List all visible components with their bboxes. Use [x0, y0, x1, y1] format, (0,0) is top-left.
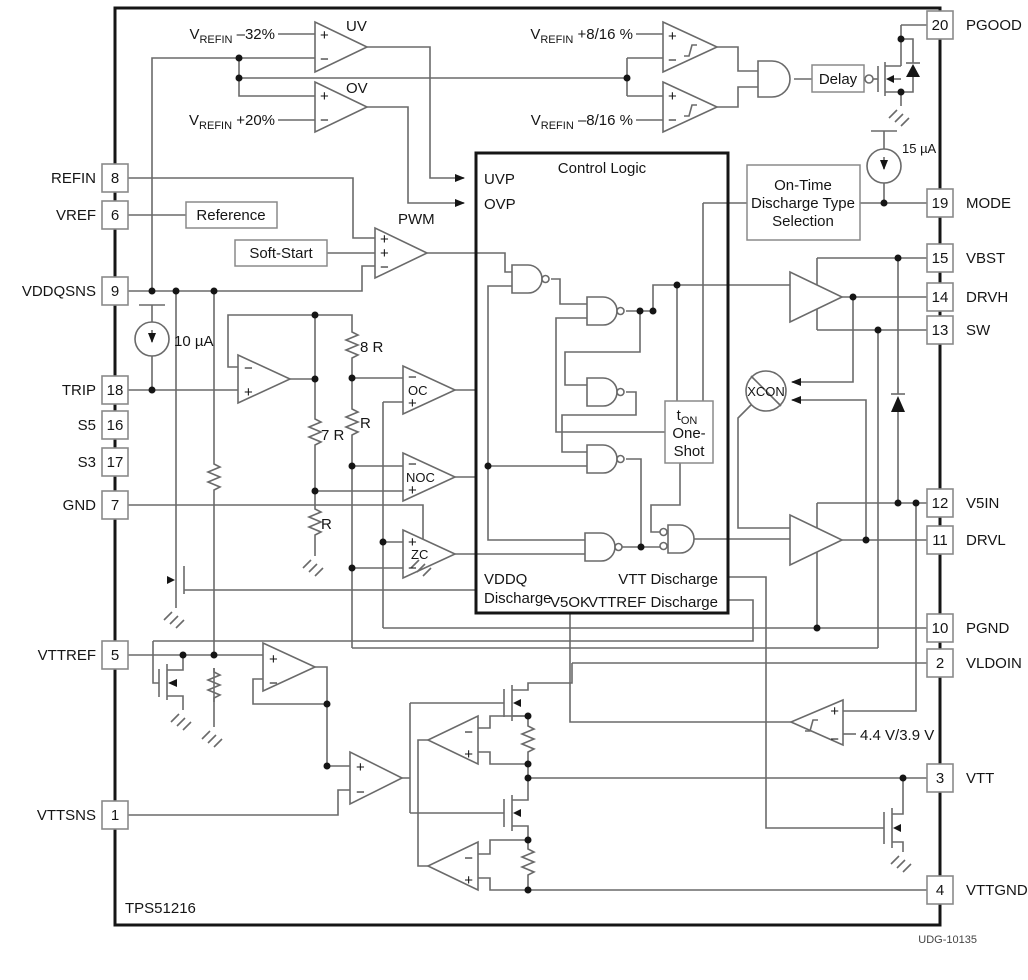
pin-trip: [62, 376, 128, 404]
on-time-label-2: Discharge Type: [751, 195, 855, 212]
vrefin-plus816-label: $V_{REFIN} +8/16$ %: [530, 26, 633, 46]
svg-text:−: −: [356, 784, 365, 801]
svg-text:VTTGND: VTTGND: [966, 882, 1028, 899]
svg-text:−: −: [269, 675, 278, 692]
svg-text:VBST: VBST: [966, 250, 1006, 267]
vddq-discharge-label-2: Discharge: [484, 590, 552, 607]
components: [135, 22, 920, 894]
svg-text:7: 7: [110, 497, 120, 514]
v5-threshold-label: 4.4 V/3.9 V: [860, 727, 935, 744]
svg-text:19: 19: [931, 195, 949, 212]
svg-text:VTT: VTT: [966, 770, 995, 787]
input-bubble: [660, 543, 667, 550]
vrefin-minus32-label: $V_{REFIN}$ –32%: [189, 26, 275, 46]
svg-text:PGND: PGND: [966, 620, 1010, 637]
svg-text:+: +: [464, 872, 473, 889]
pgood-body-diode: [906, 63, 920, 77]
svg-text:+: +: [380, 231, 389, 248]
svg-text:VDDQSNS: VDDQSNS: [21, 283, 96, 300]
pin-sw: [927, 316, 991, 344]
svg-text:6: 6: [110, 207, 120, 224]
svg-text:REFIN: REFIN: [51, 170, 96, 187]
noc-label: NOC: [406, 470, 435, 485]
svg-text:−: −: [408, 456, 417, 473]
svg-text:+: +: [830, 703, 839, 720]
svg-text:+: +: [380, 245, 389, 262]
xcon-label: XCON: [747, 384, 785, 399]
resistor-7r-label: 7 R: [321, 427, 345, 444]
bootstrap-diode: [891, 394, 905, 412]
ovp-label: OVP: [484, 196, 516, 213]
polarity-signs: [244, 27, 839, 889]
svg-text:9: 9: [110, 283, 120, 300]
vrefin-minus816-label: $V_{REFIN}$ –8/16 %: [530, 112, 633, 132]
svg-text:+: +: [408, 534, 417, 551]
svg-text:5: 5: [110, 647, 120, 664]
current-10ua-label: 10 µA: [174, 333, 214, 350]
and-gate: [758, 61, 790, 97]
current-15ua-label: 15 µA: [902, 141, 937, 156]
svg-text:17: 17: [106, 454, 124, 471]
svg-text:−: −: [668, 52, 677, 69]
drvl-and-gate: [668, 525, 694, 553]
control-logic-label: Control Logic: [557, 160, 647, 177]
svg-text:+: +: [668, 88, 677, 105]
wires: [128, 25, 927, 890]
svg-text:VLDOIN: VLDOIN: [966, 655, 1022, 672]
pin-drvh: [927, 283, 1008, 311]
pin-vbst: [927, 244, 1005, 272]
pgood-fet: [878, 62, 894, 96]
pin-vttgnd: [927, 876, 1028, 904]
on-time-label-1: On-Time: [774, 177, 832, 194]
svg-text:+: +: [356, 759, 365, 776]
svg-text:+: +: [269, 651, 278, 668]
reference-label: Reference: [196, 207, 266, 224]
svg-text:S3: S3: [77, 454, 96, 471]
svg-text:+: +: [668, 28, 677, 45]
svg-text:+: +: [320, 88, 329, 105]
svg-text:−: −: [668, 112, 677, 129]
drawing-id-label: UDG-10135: [918, 934, 977, 946]
high-side-driver: [790, 272, 842, 322]
svg-text:15: 15: [931, 250, 949, 267]
pwm-label: PWM: [398, 211, 435, 228]
part-number-label: TPS51216: [125, 900, 196, 917]
svg-text:2: 2: [935, 655, 945, 672]
svg-text:DRVL: DRVL: [966, 532, 1006, 549]
svg-text:14: 14: [931, 289, 949, 306]
vttref-discharge-label: VTTREF Discharge: [587, 594, 718, 611]
low-side-driver: [790, 515, 842, 565]
vddq-discharge-label-1: VDDQ: [484, 571, 528, 588]
svg-text:VREF: VREF: [55, 207, 96, 224]
pins: [22, 11, 1028, 904]
resistor-r-label: R: [360, 415, 371, 432]
pin-vldoin: [927, 649, 1022, 677]
labels: [125, 18, 977, 946]
svg-text:−: −: [464, 850, 473, 867]
svg-text:−: −: [830, 731, 839, 748]
uvp-label: UVP: [484, 171, 515, 188]
delay-output-bubble: [865, 75, 873, 83]
pin-vttref: [38, 641, 128, 669]
svg-text:VTTSNS: VTTSNS: [36, 807, 96, 824]
on-time-label-3: Selection: [772, 213, 834, 230]
svg-text:13: 13: [931, 322, 949, 339]
pin-vtt: [927, 764, 994, 792]
pin-s3: [78, 448, 128, 476]
ov-label: OV: [346, 80, 368, 97]
svg-text:TRIP: TRIP: [61, 382, 96, 399]
svg-text:3: 3: [935, 770, 945, 787]
svg-text:11: 11: [932, 532, 948, 549]
pin-vref: [56, 201, 128, 229]
svg-text:V5IN: V5IN: [966, 495, 1000, 512]
svg-text:1: 1: [110, 807, 120, 824]
svg-text:−: −: [408, 369, 417, 386]
pin-pgood: [927, 11, 1022, 39]
svg-text:−: −: [320, 112, 329, 129]
pin-gnd: [63, 491, 128, 519]
vddq-discharge-fet: [167, 562, 184, 598]
svg-text:−: −: [244, 360, 253, 377]
svg-text:8: 8: [110, 170, 120, 187]
svg-text:12: 12: [931, 495, 949, 512]
one-shot-label-3: Shot: [673, 443, 705, 460]
pin-vttsns: [37, 801, 128, 829]
pin-mode: [927, 189, 1011, 217]
svg-text:−: −: [320, 51, 329, 68]
uv-label: UV: [346, 18, 367, 35]
svg-text:VTTREF: VTTREF: [37, 647, 96, 664]
svg-text:−: −: [408, 560, 417, 577]
one-shot-label-2: One-: [672, 425, 706, 442]
svg-text:S5: S5: [77, 417, 96, 434]
svg-text:PGOOD: PGOOD: [966, 17, 1022, 34]
svg-text:16: 16: [106, 417, 124, 434]
input-bubble: [660, 529, 667, 536]
svg-text:+: +: [464, 746, 473, 763]
svg-text:MODE: MODE: [966, 195, 1011, 212]
delay-label: Delay: [818, 71, 858, 88]
svg-text:4: 4: [935, 882, 945, 899]
svg-text:−: −: [464, 724, 473, 741]
pin-vddqsns: [22, 277, 128, 305]
pin-drvl: [927, 526, 1006, 554]
soft-start-label: Soft-Start: [249, 245, 313, 262]
svg-text:+: +: [408, 482, 417, 499]
svg-text:10: 10: [931, 620, 949, 637]
svg-text:SW: SW: [966, 322, 991, 339]
svg-text:−: −: [380, 259, 389, 276]
vrefin-plus20-label: $V_{REFIN} +20\%$: [189, 112, 275, 132]
nand-gates: [512, 265, 624, 561]
pin-s5: [78, 411, 128, 439]
vtt-discharge-label: VTT Discharge: [618, 571, 718, 588]
svg-text:GND: GND: [62, 497, 96, 514]
svg-text:+: +: [320, 27, 329, 44]
pin-v5in: [927, 489, 999, 517]
junction-dots: [149, 36, 920, 894]
pin-pgnd: [927, 614, 1010, 642]
v5ok-label: V5OK: [550, 594, 591, 611]
resistor-8r-label: 8 R: [360, 339, 384, 356]
oc-label: OC: [408, 383, 428, 398]
resistor-r-low-label: R: [321, 516, 332, 533]
svg-text:18: 18: [106, 382, 124, 399]
zc-label: ZC: [411, 547, 429, 562]
svg-text:+: +: [244, 384, 253, 401]
svg-text:DRVH: DRVH: [966, 289, 1009, 306]
svg-text:+: +: [408, 395, 417, 412]
svg-text:20: 20: [931, 17, 949, 34]
one-shot-t-label: $t_{ON}$: [676, 407, 698, 427]
pin-refin: [51, 164, 128, 192]
